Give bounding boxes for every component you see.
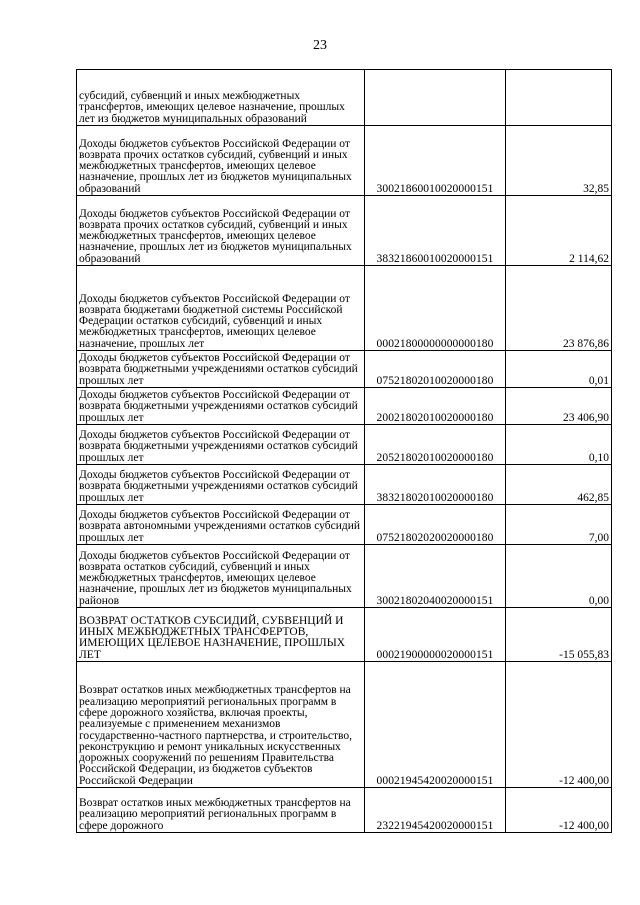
table-row [77, 505, 612, 545]
budget-code-cell: 20521802010020000180 [365, 425, 506, 465]
amount-cell: -12 400,00 [506, 788, 612, 833]
amount-cell: 23 876,86 [506, 266, 612, 351]
budget-code-cell [365, 70, 506, 126]
amount-cell: 0,00 [506, 545, 612, 608]
amount-cell: 23 406,90 [506, 388, 612, 425]
table-row [77, 388, 612, 425]
amount-cell: -15 055,83 [506, 608, 612, 662]
revenue-name-cell: Доходы бюджетов субъектов Российской Федерации от возврата бюджетными учреждениями остатков субсидий прошлых лет [77, 425, 365, 465]
table-row [77, 608, 612, 662]
table-row [77, 465, 612, 505]
table-row [77, 425, 612, 465]
table-row [77, 788, 612, 833]
budget-code-cell: 00021945420020000151 [365, 662, 506, 788]
budget-code-cell: 00021800000000000180 [365, 266, 506, 351]
table-row [77, 545, 612, 608]
table-row [77, 70, 612, 126]
amount-cell: 0,10 [506, 425, 612, 465]
table-row [77, 266, 612, 351]
revenue-name-cell: Доходы бюджетов субъектов Российской Федерации от возврата прочих остатков субсидий, субвенций и иных межбюджетных трансфертов, имеющих целевое назначение, прошлых лет из бюджетов муниципальных образований [77, 126, 365, 196]
revenue-name-cell: Возврат остатков иных межбюджетных трансфертов на реализацию мероприятий региональных программ в сфере дорожного хозяйства, включая проекты, реализуемые с применением механизмов государственно-частного партнерства, и строительство, реконструкцию и ремонт уникальных искусственных дорожных сооружений по решениям Правительства Российской Федерации, из бюджетов субъектов Российской Федерации [77, 662, 365, 788]
revenue-name-cell: Доходы бюджетов субъектов Российской Федерации от возврата бюджетными учреждениями остатков субсидий прошлых лет [77, 388, 365, 425]
table-row [77, 351, 612, 388]
revenue-name-cell: Доходы бюджетов субъектов Российской Федерации от возврата остатков субсидий, субвенций и иных межбюджетных трансфертов, имеющих целевое назначение, прошлых лет из бюджетов муниципальных районов [77, 545, 365, 608]
revenue-name-cell: Доходы бюджетов субъектов Российской Федерации от возврата бюджетами бюджетной системы Российской Федерации остатков субсидий, субвенций и иных межбюджетных трансфертов, имеющих целевое назначение, прошлых лет [77, 266, 365, 351]
budget-code-cell: 38321860010020000151 [365, 196, 506, 266]
amount-cell: 32,85 [506, 126, 612, 196]
amount-cell: 2 114,62 [506, 196, 612, 266]
budget-code-cell: 00021900000020000151 [365, 608, 506, 662]
revenue-name-cell: Доходы бюджетов субъектов Российской Федерации от возврата бюджетными учреждениями остатков субсидий прошлых лет [77, 465, 365, 505]
budget-code-cell: 30021802040020000151 [365, 545, 506, 608]
budget-code-cell: 30021860010020000151 [365, 126, 506, 196]
amount-cell: 7,00 [506, 505, 612, 545]
amount-cell [506, 70, 612, 126]
budget-code-cell: 38321802010020000180 [365, 465, 506, 505]
budget-code-cell: 07521802010020000180 [365, 351, 506, 388]
budget-code-cell: 07521802020020000180 [365, 505, 506, 545]
revenue-name-cell: Доходы бюджетов субъектов Российской Федерации от возврата бюджетными учреждениями остатков субсидий прошлых лет [77, 351, 365, 388]
table-row [77, 662, 612, 788]
revenue-name-cell: Возврат остатков иных межбюджетных трансфертов на реализацию мероприятий региональных программ в сфере дорожного [77, 788, 365, 833]
budget-code-cell: 23221945420020000151 [365, 788, 506, 833]
revenue-name-cell: ВОЗВРАТ ОСТАТКОВ СУБСИДИЙ, СУБВЕНЦИЙ И ИНЫХ МЕЖБЮДЖЕТНЫХ ТРАНСФЕРТОВ, ИМЕЮЩИХ ЦЕЛЕВОЕ НАЗНАЧЕНИЕ, ПРОШЛЫХ ЛЕТ [77, 608, 365, 662]
amount-cell: 462,85 [506, 465, 612, 505]
page-number: 23 [313, 38, 327, 53]
revenue-name-cell: Доходы бюджетов субъектов Российской Федерации от возврата прочих остатков субсидий, субвенций и иных межбюджетных трансфертов, имеющих целевое назначение, прошлых лет из бюджетов муниципальных образований [77, 196, 365, 266]
amount-cell: -12 400,00 [506, 662, 612, 788]
table-row [77, 126, 612, 196]
revenue-table [76, 69, 612, 833]
revenue-name-cell: Доходы бюджетов субъектов Российской Федерации от возврата автономными учреждениями остатков субсидий прошлых лет [77, 505, 365, 545]
revenue-name-cell: субсидий, субвенций и иных межбюджетных трансфертов, имеющих целевое назначение, прошлых лет из бюджетов муниципальных образований [77, 70, 365, 126]
budget-code-cell: 20021802010020000180 [365, 388, 506, 425]
amount-cell: 0,01 [506, 351, 612, 388]
table-row [77, 196, 612, 266]
